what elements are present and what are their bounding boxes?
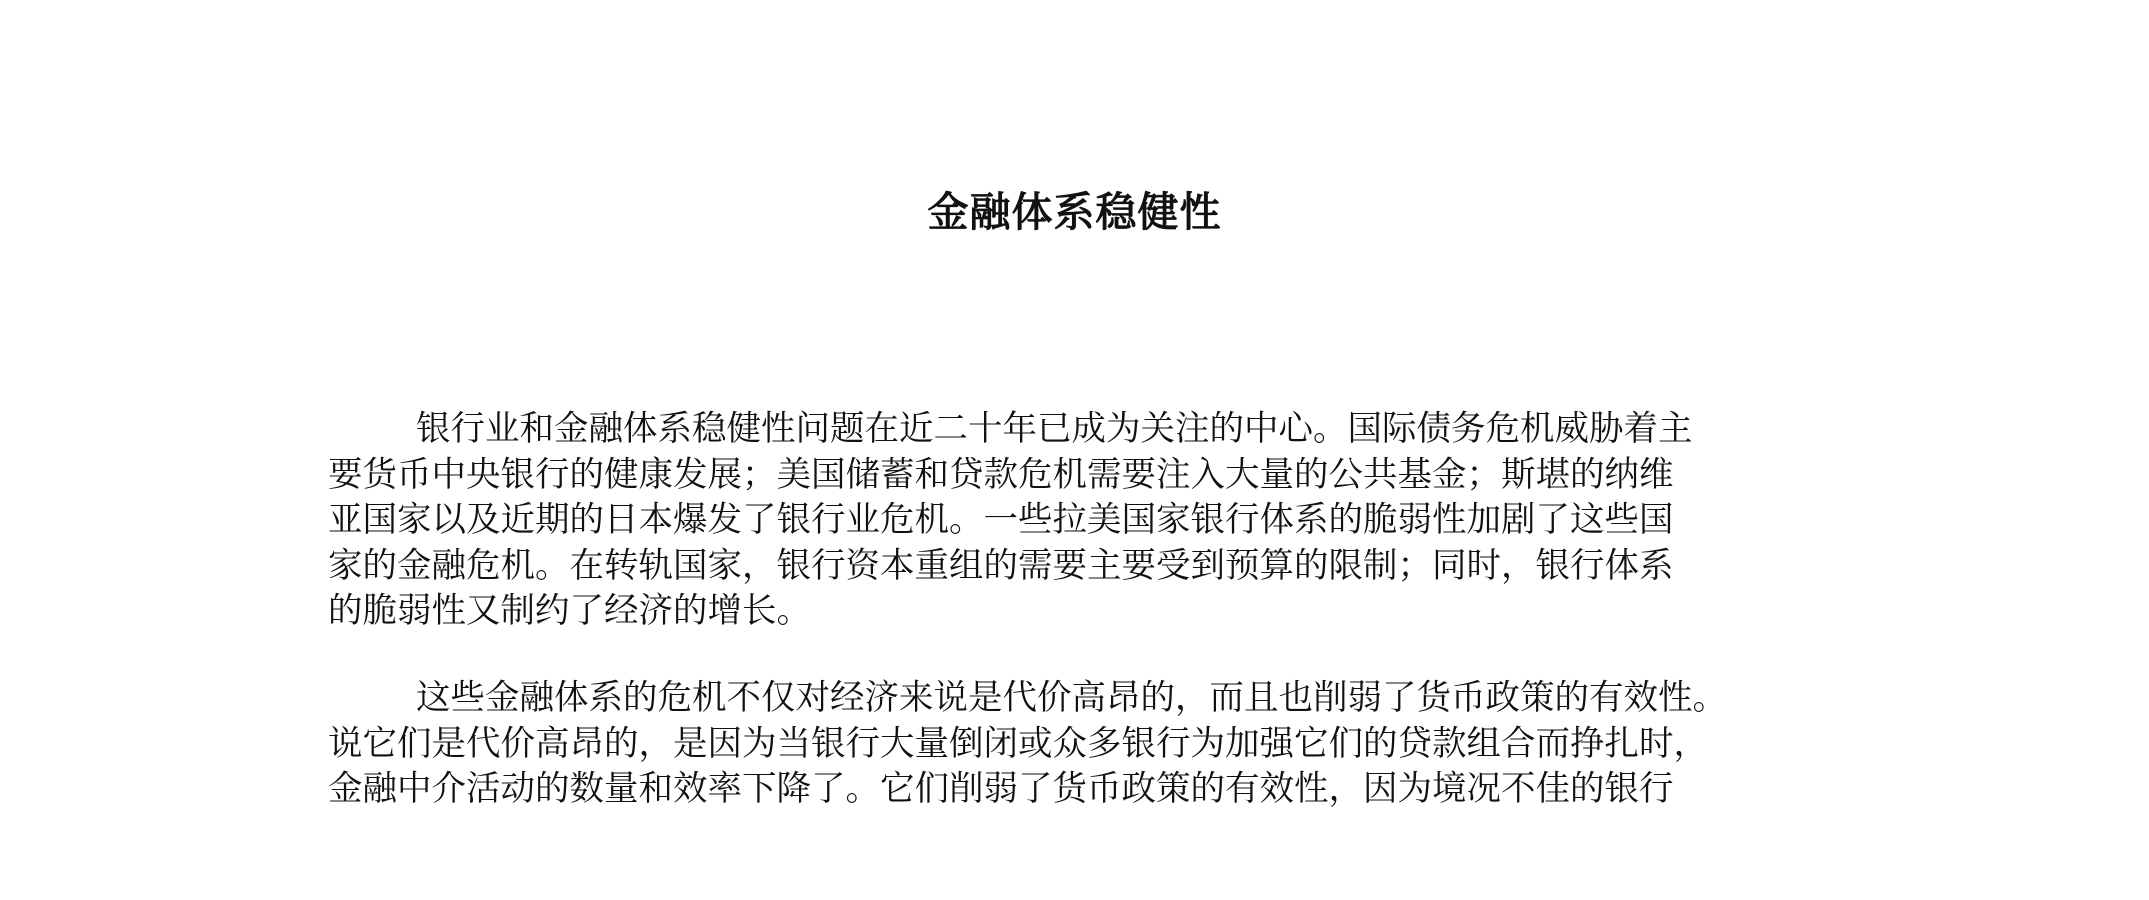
paragraph-line: 的脆弱性又制约了经济的增长。	[328, 591, 811, 632]
document-title: 金融体系稳健性	[927, 188, 1222, 236]
paragraph-line: 说它们是代价高昂的，是因为当银行大量倒闭或众多银行为加强它们的贷款组合而挣扎时，	[328, 723, 1708, 764]
paragraph-1	[328, 407, 1848, 635]
paragraph-line: 这些金融体系的危机不仅对经济来说是代价高昂的，而且也削弱了货币政策的有效性。	[416, 677, 1727, 718]
document-body	[328, 407, 1848, 854]
paragraph-line: 要货币中央银行的健康发展；美国储蓄和贷款危机需要注入大量的公共基金；斯堪的纳维	[328, 454, 1674, 495]
paragraph-line: 金融中介活动的数量和效率下降了。它们削弱了货币政策的有效性，因为境况不佳的银行	[328, 769, 1674, 810]
paragraph-2	[328, 676, 1848, 813]
paragraph-line: 亚国家以及近期的日本爆发了银行业危机。一些拉美国家银行体系的脆弱性加剧了这些国	[328, 500, 1674, 541]
paragraph-line: 家的金融危机。在转轨国家，银行资本重组的需要主要受到预算的限制；同时，银行体系	[328, 545, 1674, 586]
paragraph-line: 银行业和金融体系稳健性问题在近二十年已成为关注的中心。国际债务危机威胁着主	[416, 409, 1693, 449]
